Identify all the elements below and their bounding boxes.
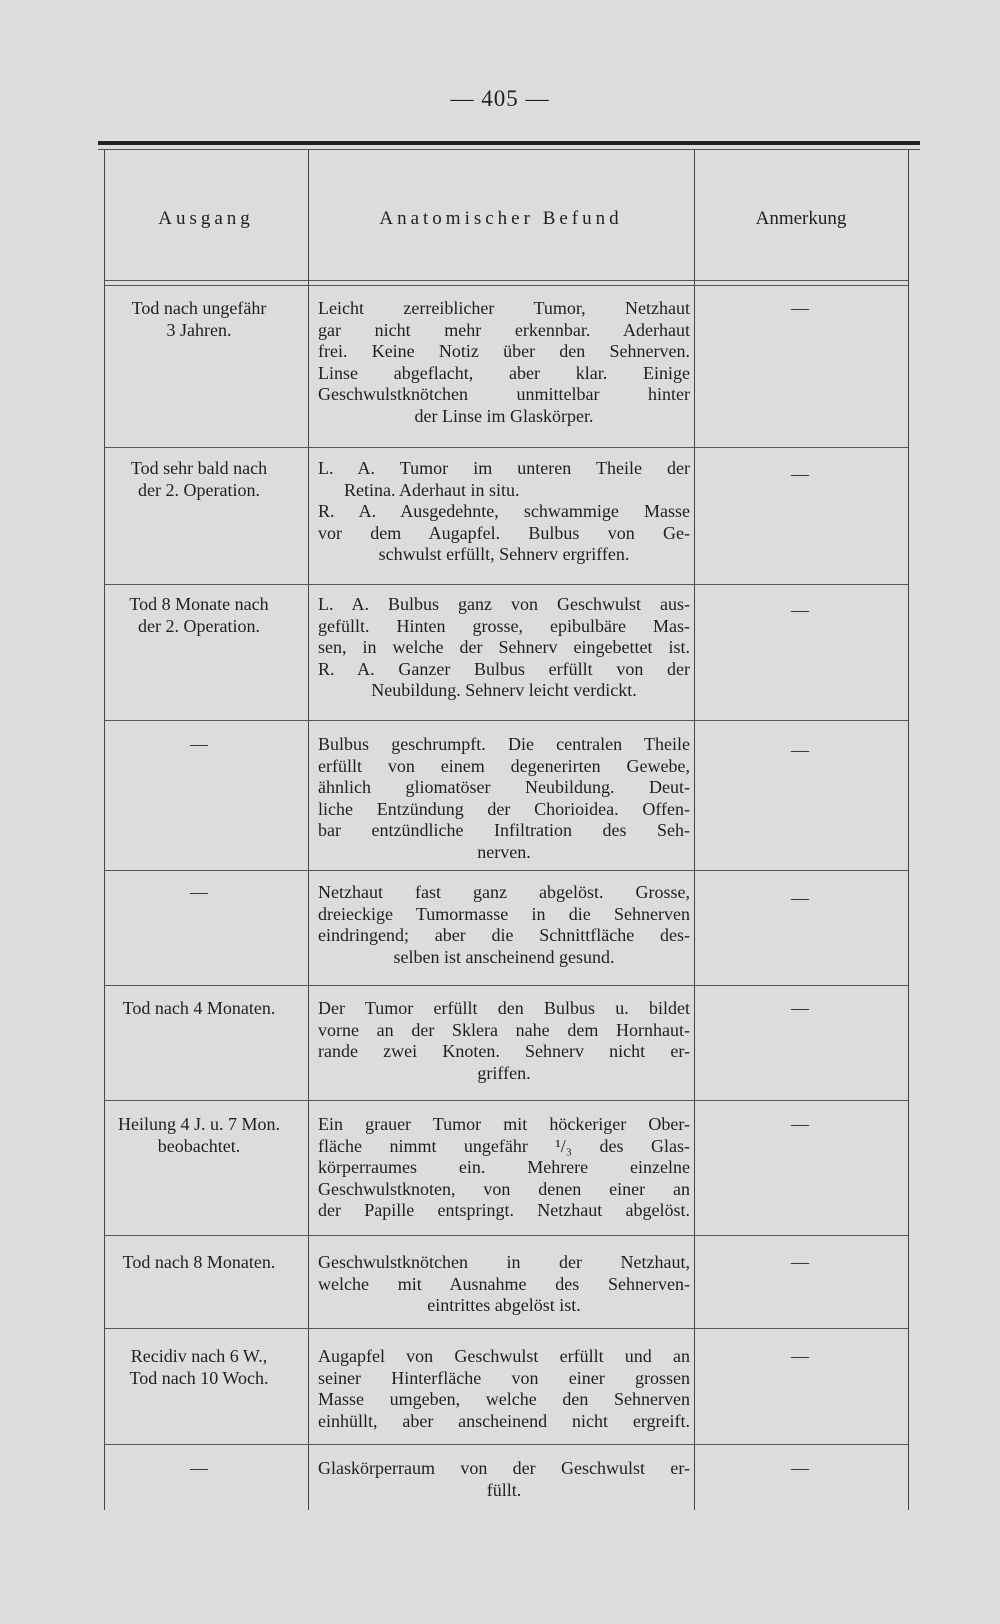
text-line: fläche nimmt ungefähr ¹/₃ des Glas- [318,1135,690,1156]
text-line: einhüllt, aber anscheinend nicht ergreift. [318,1410,690,1431]
text-line: Bulbus geschrumpft. Die centralen Theile [318,734,690,754]
cell-anmerkung: — [791,464,809,484]
text-line: frei. Keine Notiz über den Sehnerven. [318,341,690,362]
cell-ausgang: Tod nach 8 Monaten. [122,1252,276,1272]
text-line: Leicht zerreiblicher Tumor, Netzhaut [318,298,690,318]
row-rule [104,584,908,585]
row-rule [104,985,908,986]
text-line: Tod nach ungefähr [131,298,267,318]
text-line: Geschwulstknötchen in der Netzhaut, [318,1252,690,1272]
cell-anmerkung: — [791,1346,809,1366]
table-top-rule [98,141,920,145]
cell-ausgang [98,298,300,341]
text-line: der Papille entspringt. Netzhaut abgelöst. [318,1200,690,1221]
text-line: Augapfel von Geschwulst erfüllt und an [318,1346,690,1366]
text-line: füllt. [486,1479,522,1500]
cell-anmerkung: — [791,1114,809,1134]
row-rule [104,870,908,871]
text-line: Tod 8 Monate nach [129,594,269,614]
text-line: erfüllt von einem degenerirten Gewebe, [318,755,690,776]
cell-anmerkung: — [791,298,809,318]
column-rule-ausgang [308,150,309,1510]
column-rule-left [104,150,105,1510]
text-line: gefüllt. Hinten grosse, epibulbäre Mas- [318,615,690,636]
text-line: schwulst erfüllt, Sehnerv ergriffen. [378,544,630,565]
text-line: Glaskörperraum von der Geschwulst er- [318,1458,690,1478]
text-line: Recidiv nach 6 W., [130,1346,268,1366]
text-line: R. A. Ausgedehnte, schwammige Masse [318,501,690,522]
text-line: sen, in welche der Sehnerv eingebettet ist. [318,637,690,658]
text-line: bar entzündliche Infiltration des Seh- [318,820,690,841]
cell-ausgang [98,458,300,501]
cell-befund [318,458,690,566]
text-line: Tod nach 10 Woch. [129,1367,269,1388]
cell-ausgang: — [190,1458,208,1478]
text-line: Geschwulstknoten, von denen einer an [318,1178,690,1199]
text-line: L. A. Bulbus ganz von Geschwulst aus- [318,594,690,614]
text-line: Tod sehr bald nach [130,458,268,478]
text-line: ähnlich gliomatöser Neubildung. Deut- [318,777,690,798]
text-line: vor dem Augapfel. Bulbus von Ge- [318,522,690,543]
row-rule [104,1235,908,1236]
text-line: nerven. [477,841,531,862]
cell-anmerkung: — [791,998,809,1018]
cell-ausgang: — [190,734,208,754]
table-top-rule-thin [98,149,920,150]
text-line: R. A. Ganzer Bulbus erfüllt von der [318,658,690,679]
text-line: der 2. Operation. [138,479,260,500]
cell-befund [318,594,690,702]
cell-anmerkung: — [791,740,809,760]
text-line: liche Entzündung der Chorioidea. Offen- [318,798,690,819]
text-line: Netzhaut fast ganz abgelöst. Grosse, [318,882,690,902]
header-befund: Anatomischer Befund [379,208,623,229]
cell-befund [318,1252,690,1317]
cell-ausgang [98,1114,300,1157]
text-line: selben ist anscheinend gesund. [393,946,615,967]
text-line: eindringend; aber die Schnittfläche des- [318,925,690,946]
cell-anmerkung: — [791,1458,809,1478]
column-rule-right [908,150,909,1510]
page-number: — 405 — [450,86,550,111]
cell-befund [318,882,690,968]
header-rule-2 [104,285,908,286]
cell-anmerkung: — [791,600,809,620]
text-line: körperraumes ein. Mehrere einzelne [318,1157,690,1178]
row-rule [104,1328,908,1329]
text-line: eintrittes abgelöst ist. [427,1295,581,1316]
text-line: der Linse im Glaskörper. [414,405,594,426]
text-line: beobachtet. [157,1135,241,1156]
cell-ausgang: Tod nach 4 Monaten. [122,998,276,1018]
text-line: 3 Jahren. [166,319,232,340]
row-rule [104,1100,908,1101]
text-line: vorne an der Sklera nahe dem Hornhaut- [318,1019,690,1040]
text-line: griffen. [477,1062,531,1083]
text-line: Linse abgeflacht, aber klar. Einige [318,362,690,383]
row-rule [104,1444,908,1445]
header-anmerkung: Anmerkung [755,208,847,229]
text-line: Der Tumor erfüllt den Bulbus u. bildet [318,998,690,1018]
cell-befund [318,1114,690,1222]
text-line: Geschwulstknötchen unmittelbar hinter [318,384,690,405]
text-line: seiner Hinterfläche von einer grossen [318,1367,690,1388]
text-line: rande zwei Knoten. Sehnerv nicht er- [318,1041,690,1062]
cell-befund [318,1346,690,1432]
text-line: Masse umgeben, welche den Sehnerven [318,1389,690,1410]
text-line: welche mit Ausnahme des Sehnerven- [318,1273,690,1294]
header-rule [104,280,908,281]
row-rule [104,720,908,721]
text-line: dreieckige Tumormasse in die Sehnerven [318,903,690,924]
text-line: Heilung 4 J. u. 7 Mon. [118,1114,280,1134]
text-line: Neubildung. Sehnerv leicht verdickt. [371,680,637,701]
cell-befund [318,998,690,1084]
text-line: der 2. Operation. [138,615,260,636]
text-line: Retina. Aderhaut in situ. [344,479,520,500]
cell-ausgang [98,1346,300,1389]
text-line: Ein grauer Tumor mit höckeriger Ober- [318,1114,690,1134]
cell-ausgang: — [190,882,208,902]
cell-befund [318,298,690,428]
row-rule [104,447,908,448]
cell-befund [318,1458,690,1501]
cell-befund [318,734,690,864]
cell-anmerkung: — [791,888,809,908]
column-rule-befund [694,150,695,1510]
header-ausgang: Ausgang [158,208,254,229]
cell-anmerkung: — [791,1252,809,1272]
text-line: L. A. Tumor im unteren Theile der [318,458,690,478]
text-line: gar nicht mehr erkennbar. Aderhaut [318,319,690,340]
cell-ausgang [98,594,300,637]
